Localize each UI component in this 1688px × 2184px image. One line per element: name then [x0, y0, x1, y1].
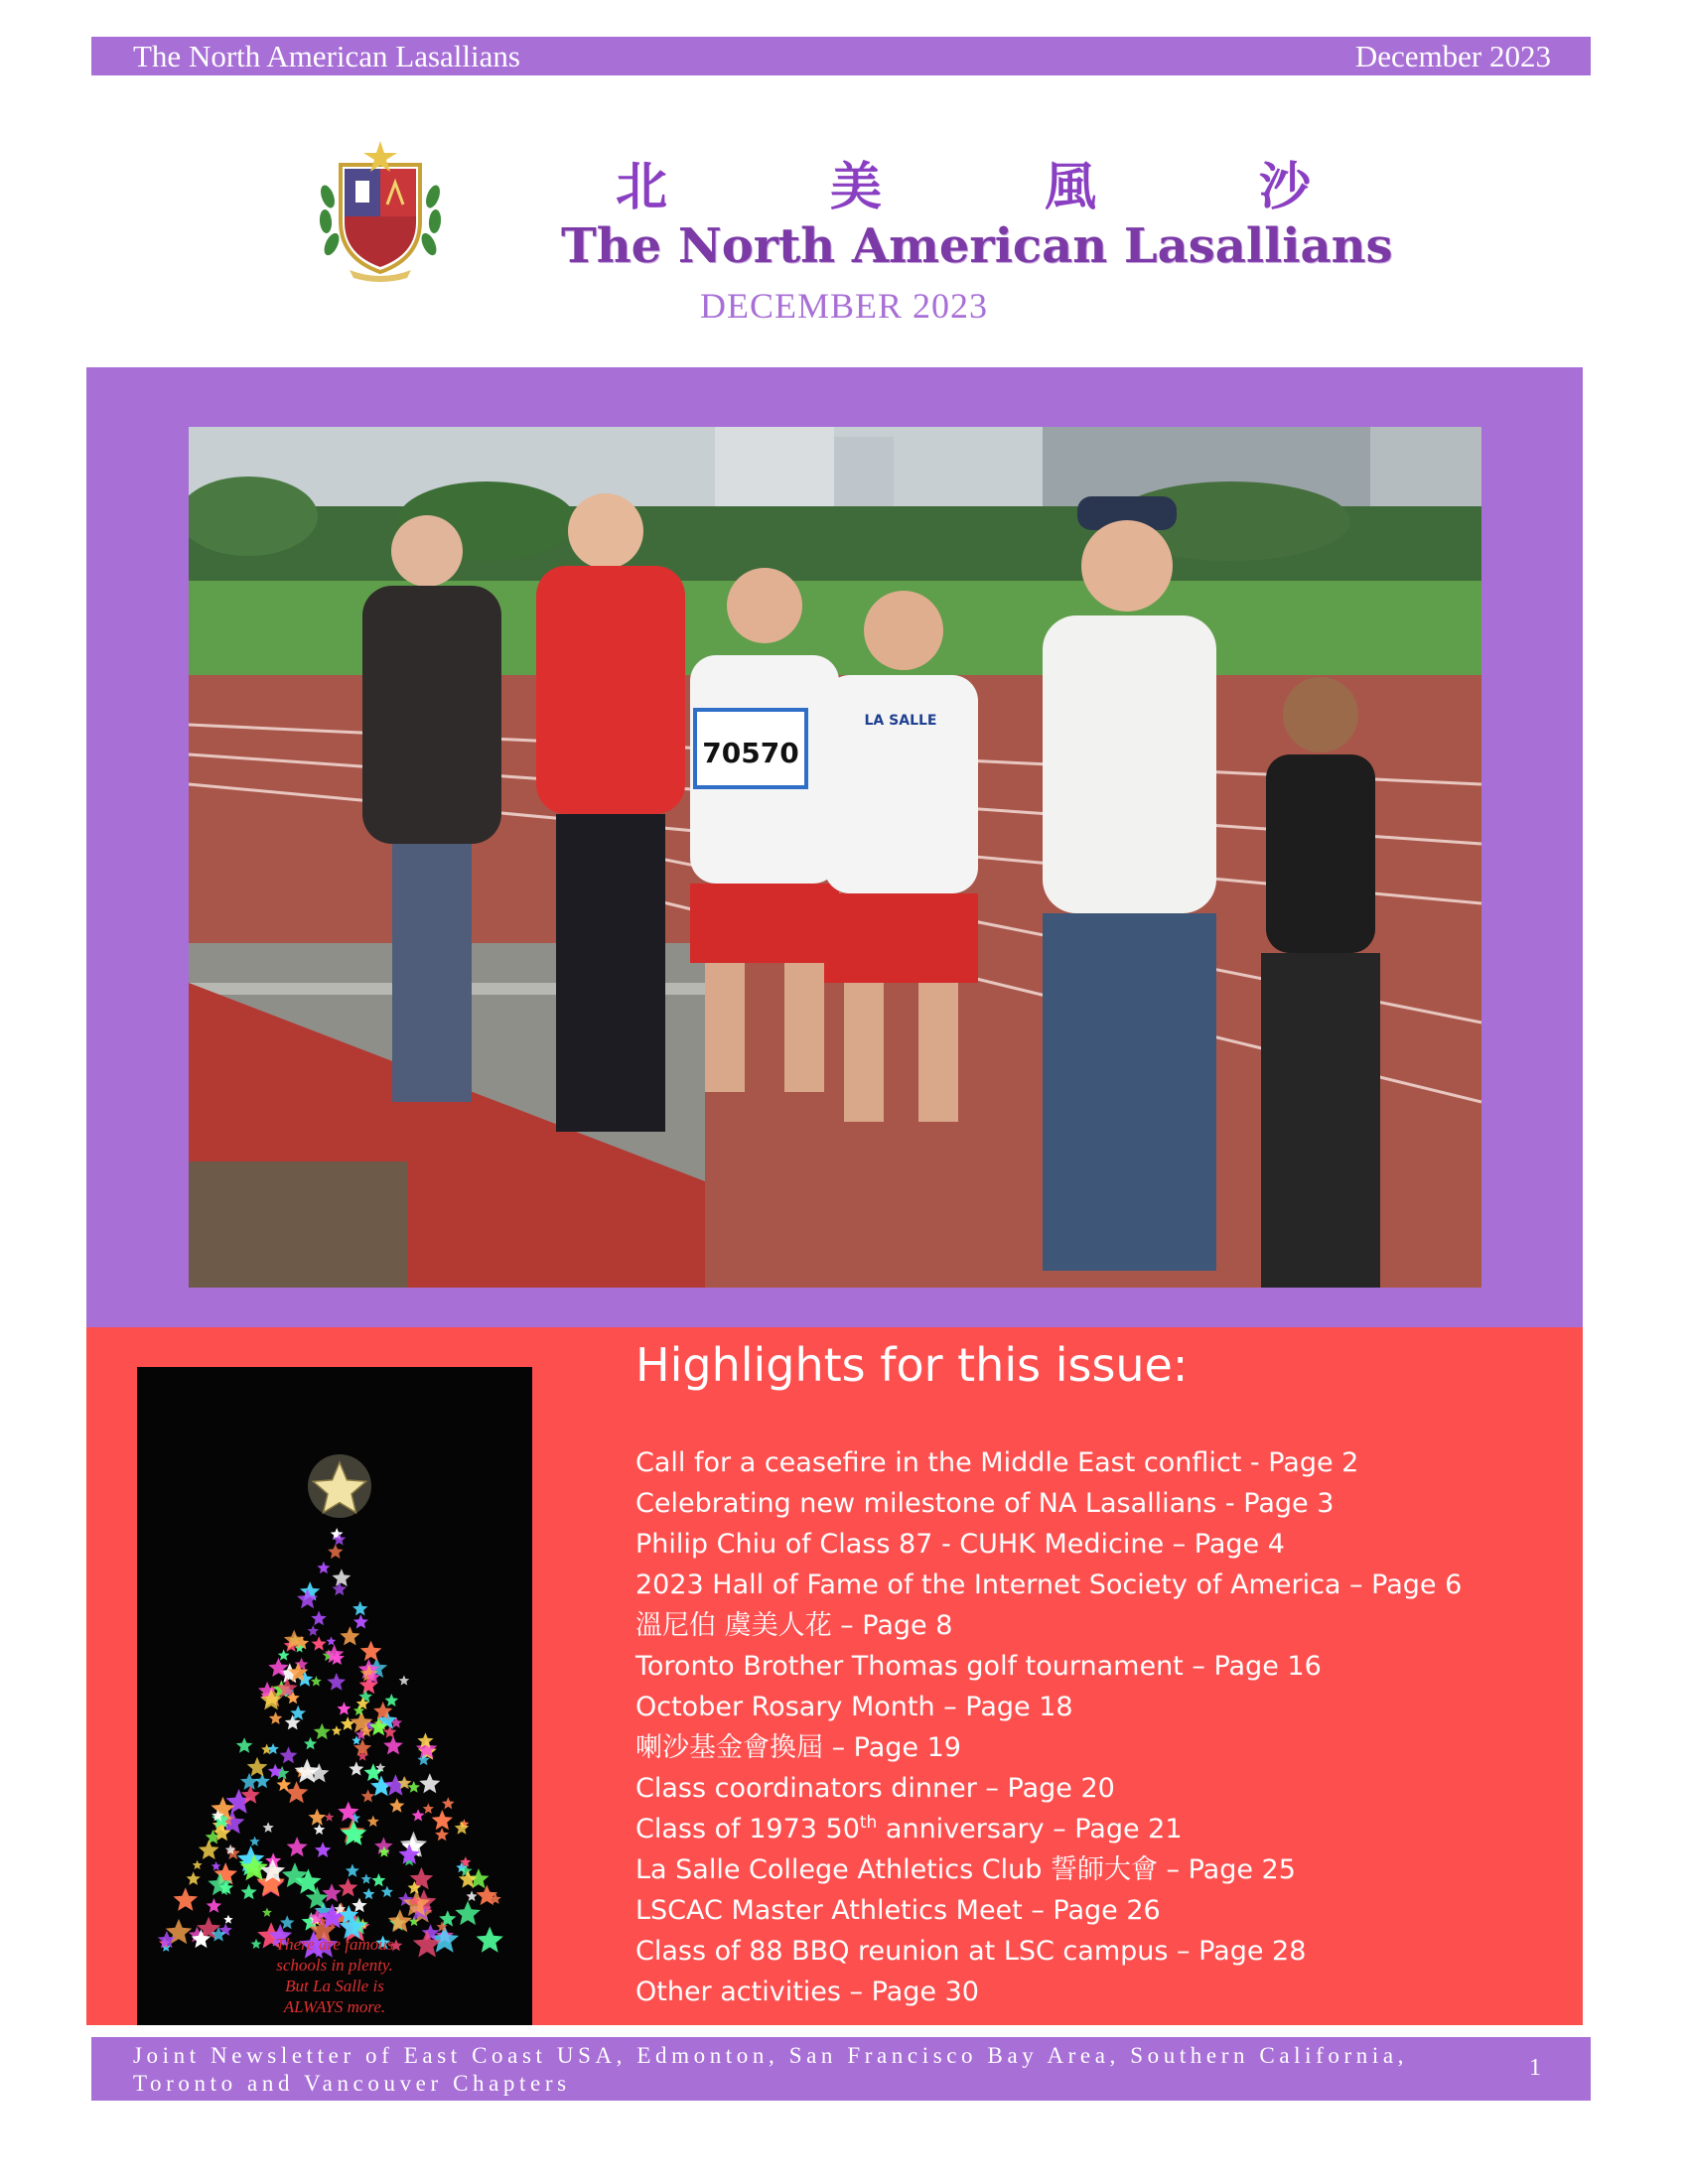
header-bar: [91, 37, 1591, 75]
tree-star-icon: [455, 1901, 481, 1926]
highlight-item-text: Other activities – Page 30: [635, 1977, 979, 2007]
tree-star-icon: [467, 1891, 478, 1902]
tree-star-icon: [339, 1878, 358, 1897]
highlight-item-text: Toronto Brother Thomas golf tournament – Page 16: [635, 1651, 1322, 1682]
highlights-list: [635, 1442, 1559, 2012]
tree-star-icon: [207, 1898, 222, 1913]
highlight-item-text: Class of 88 BBQ reunion at LSC campus – Page 28: [635, 1936, 1307, 1967]
tree-star-icon: [240, 1773, 258, 1790]
tree-star-icon: [337, 1702, 351, 1714]
highlight-item: [635, 1849, 1559, 1890]
tree-star-icon: [308, 1625, 319, 1636]
highlight-item: [635, 1890, 1559, 1931]
tree-star-icon: [311, 1611, 327, 1626]
highlight-item: [635, 1768, 1559, 1809]
highlight-item-ordinal-suffix: th: [859, 1813, 878, 1833]
tree-caption-line-1: There are famous: [275, 1935, 394, 1954]
tree-star-icon: [306, 1887, 329, 1909]
christmas-tree-card: [137, 1367, 532, 2025]
tree-star-icon: [287, 1837, 308, 1856]
tree-caption-line-3: But La Salle is: [285, 1977, 384, 1995]
tree-star-icon: [442, 1797, 455, 1809]
tree-star-icon: [309, 1809, 327, 1826]
tree-star-icon: [269, 1711, 283, 1724]
star-christmas-tree-illustration: [137, 1367, 532, 2025]
highlight-item-text-continued: anniversary – Page 21: [877, 1814, 1183, 1844]
chinese-masthead: [616, 145, 1311, 217]
footer-chapters-text: Joint Newsletter of East Coast USA, Edmonton, San Francisco Bay Area, Southern California, Toronto and Vancouver Chapters: [133, 2043, 1409, 2096]
tree-star-icon: [399, 1675, 410, 1685]
tree-star-icon: [352, 1898, 366, 1913]
tree-star-icon: [236, 1737, 253, 1753]
tree-star-icon: [352, 1601, 367, 1616]
tree-caption: [137, 1934, 532, 2017]
tree-star-icon: [419, 1773, 440, 1793]
page-number: 1: [1529, 2055, 1541, 2081]
chinese-char-4: 沙: [1258, 158, 1311, 217]
tree-star-icon: [371, 1873, 385, 1886]
tree-star-icon: [412, 1809, 425, 1821]
tree-star-icon: [332, 1725, 343, 1735]
tree-star-icon: [315, 1842, 332, 1857]
highlight-item: [635, 1931, 1559, 1972]
tree-star-icon: [361, 1873, 372, 1883]
highlight-item-text: Call for a ceasefire in the Middle East conflict - Page 2: [635, 1447, 1359, 1478]
highlight-item: [635, 1565, 1559, 1605]
tree-star-icon: [353, 1614, 368, 1628]
tree-caption-line-4: ALWAYS more.: [283, 1997, 386, 2016]
highlight-item: [635, 1687, 1559, 1727]
highlight-item-text: Celebrating new milestone of NA Lasallians - Page 3: [635, 1488, 1335, 1519]
chinese-char-2: 美: [829, 158, 882, 217]
highlight-item: [635, 1809, 1559, 1849]
header-issue-date: December 2023: [1354, 38, 1551, 73]
tree-star-icon: [328, 1544, 344, 1559]
tree-star-icon: [385, 1694, 399, 1706]
highlight-item: [635, 1442, 1559, 1483]
masthead-title: The North American Lasallians: [561, 218, 1393, 274]
highlight-item: [635, 1605, 1559, 1646]
highlight-item-text: Class coordinators dinner – Page 20: [635, 1773, 1115, 1804]
tree-star-icon: [435, 1828, 449, 1841]
tree-star-icon: [333, 1569, 352, 1586]
tree-star-icon: [383, 1736, 403, 1755]
tree-star-icon: [173, 1887, 198, 1911]
tree-star-icon: [423, 1803, 434, 1814]
tree-star-icon: [247, 1757, 268, 1777]
tree-star-icon: [383, 1725, 396, 1738]
highlight-item-text: LSCAC Master Athletics Meet – Page 26: [635, 1895, 1161, 1926]
tree-star-icon: [322, 1883, 342, 1902]
highlight-item-text: 2023 Hall of Fame of the Internet Society of America – Page 6: [635, 1570, 1463, 1600]
highlight-item-text: La Salle College Athletics Club 誓師大會 – Page 25: [635, 1854, 1296, 1885]
tree-star-icon: [211, 1861, 221, 1870]
group-photo-illustration: [189, 427, 1481, 1288]
highlight-item: [635, 1483, 1559, 1524]
footer-bar: [91, 2037, 1591, 2101]
tree-star-icon: [280, 1915, 295, 1929]
highlight-item: [635, 1727, 1559, 1768]
highlight-item-text: 喇沙基金會換屆 – Page 19: [635, 1732, 961, 1763]
tree-caption-line-2: schools in plenty.: [276, 1956, 393, 1975]
tree-star-icon: [327, 1636, 337, 1645]
highlight-item-text: October Rosary Month – Page 18: [635, 1692, 1073, 1722]
tree-star-icon: [327, 1673, 346, 1691]
tree-star-icon: [280, 1746, 298, 1763]
tree-star-icon: [362, 1888, 374, 1900]
tree-star-icon: [432, 1810, 453, 1830]
tree-star-icon: [193, 1860, 203, 1869]
tree-star-icon: [340, 1626, 359, 1645]
tree-star-icon: [262, 1908, 272, 1917]
highlights-title: Highlights for this issue:: [635, 1338, 1189, 1392]
highlight-item-text: 溫尼伯 虞美人花 – Page 8: [635, 1610, 953, 1641]
highlight-item: [635, 1524, 1559, 1565]
tree-star-icon: [341, 1821, 366, 1845]
athlete-shirt-text: LA SALLE: [864, 713, 937, 729]
tree-star-icon: [361, 1789, 375, 1802]
tree-star-icon: [325, 1813, 335, 1822]
tree-star-icon: [349, 1761, 363, 1775]
highlight-item: [635, 1646, 1559, 1687]
highlight-item: [635, 1972, 1559, 2012]
runner-bib-number: 70570: [702, 737, 799, 769]
school-crest-logo: [316, 137, 445, 282]
chinese-char-1: 北: [616, 158, 668, 217]
tree-star-icon: [358, 1690, 372, 1703]
tree-star-icon: [381, 1886, 393, 1898]
tree-star-icon: [312, 1636, 327, 1650]
tree-star-icon: [360, 1641, 382, 1662]
tree-star-icon: [304, 1737, 317, 1750]
tree-star-icon: [346, 1863, 359, 1876]
tree-star-icon: [241, 1884, 257, 1899]
tree-star-icon: [277, 1777, 292, 1791]
tree-star-icon: [223, 1915, 233, 1924]
tree-star-icon: [341, 1716, 355, 1730]
tree-star-icon: [314, 1723, 331, 1739]
tree-star-icon: [249, 1837, 260, 1846]
group-photo: [189, 427, 1481, 1288]
tree-star-icon: [389, 1798, 404, 1813]
tree-star-icon: [317, 1562, 330, 1573]
tree-star-icon: [263, 1822, 274, 1833]
chinese-char-3: 風: [1044, 158, 1096, 217]
masthead-issue-date: DECEMBER 2023: [700, 286, 989, 326]
highlight-item-text: Philip Chiu of Class 87 - CUHK Medicine – Page 4: [635, 1529, 1285, 1560]
tree-star-icon: [314, 1824, 326, 1835]
highlight-item-text: Class of 1973 50: [635, 1814, 860, 1844]
tree-star-icon: [187, 1871, 201, 1885]
tree-star-icon: [367, 1816, 379, 1828]
header-publication-name: The North American Lasallians: [133, 38, 520, 73]
